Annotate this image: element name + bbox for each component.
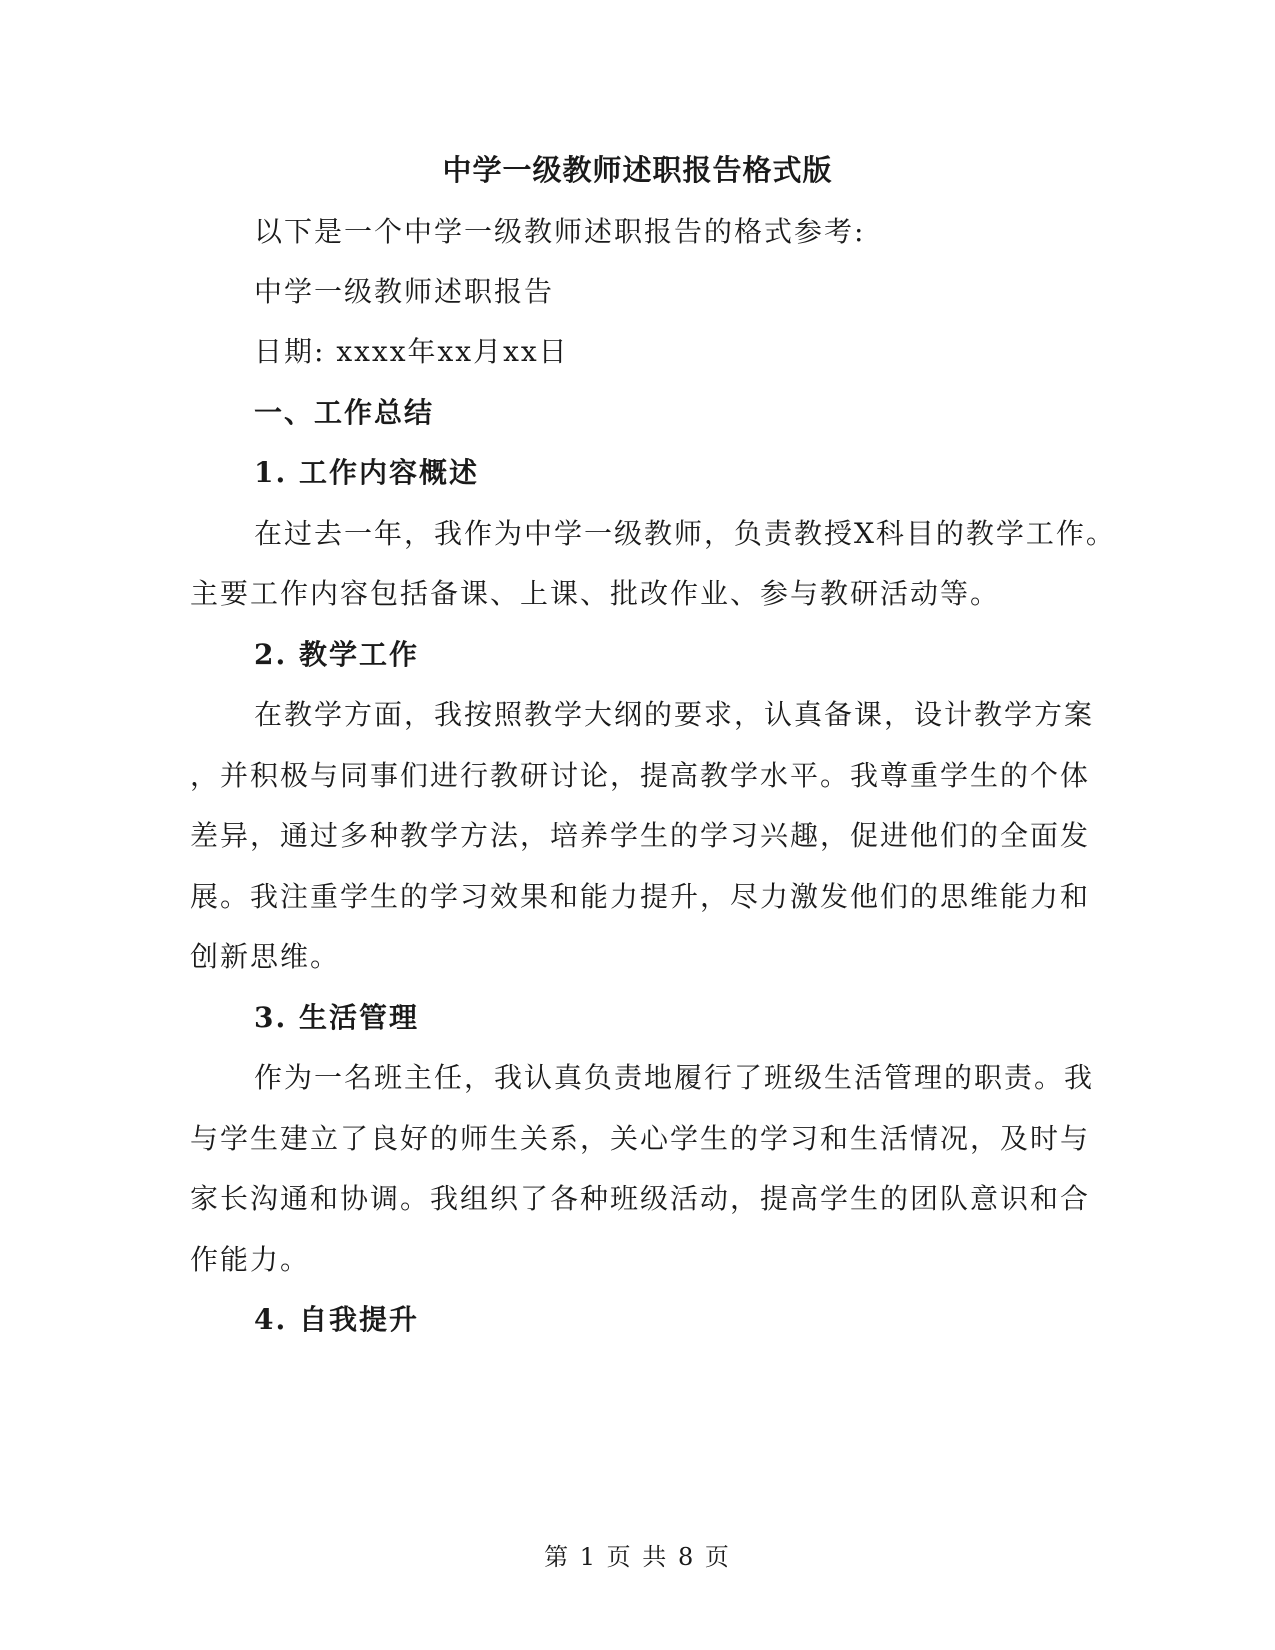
paragraph-line: ，并积极与同事们进行教研讨论，提高教学水平。我尊重学生的个体 xyxy=(190,759,1091,792)
paragraph-line: 在过去一年，我作为中学一级教师，负责教授X科目的教学工作。 xyxy=(254,517,1116,550)
paragraph-line: 主要工作内容包括备课、上课、批改作业、参与教研活动等。 xyxy=(190,577,1001,610)
paragraph-line: 作为一名班主任，我认真负责地履行了班级生活管理的职责。我 xyxy=(254,1061,1095,1094)
paragraph-line: 差异，通过多种教学方法，培养学生的学习兴趣，促进他们的全面发 xyxy=(190,819,1091,852)
date-line: 日期: xxxx年xx月xx日 xyxy=(254,335,569,368)
report-title: 中学一级教师述职报告 xyxy=(254,275,555,308)
subheading-self-improvement: 4. 自我提升 xyxy=(254,1303,419,1336)
subheading-teaching-work: 2. 教学工作 xyxy=(254,638,419,671)
paragraph-line: 创新思维。 xyxy=(190,940,341,973)
page-number-footer: 第 1 页 共 8 页 xyxy=(544,1543,731,1571)
paragraph-line: 与学生建立了良好的师生关系，关心学生的学习和生活情况，及时与 xyxy=(190,1122,1091,1155)
paragraph-line: 展。我注重学生的学习效果和能力提升，尽力激发他们的思维能力和 xyxy=(190,880,1091,913)
document-title: 中学一级教师述职报告格式版 xyxy=(442,153,833,187)
section-heading-work-summary: 一、工作总结 xyxy=(254,396,435,429)
subheading-life-management: 3. 生活管理 xyxy=(254,1001,419,1034)
subheading-work-overview: 1. 工作内容概述 xyxy=(254,456,479,489)
paragraph-line: 家长沟通和协调。我组织了各种班级活动，提高学生的团队意识和合 xyxy=(190,1182,1091,1215)
intro-text: 以下是一个中学一级教师述职报告的格式参考: xyxy=(254,215,866,248)
paragraph-line: 作能力。 xyxy=(190,1243,311,1276)
paragraph-line: 在教学方面，我按照教学大纲的要求，认真备课，设计教学方案 xyxy=(254,698,1095,731)
